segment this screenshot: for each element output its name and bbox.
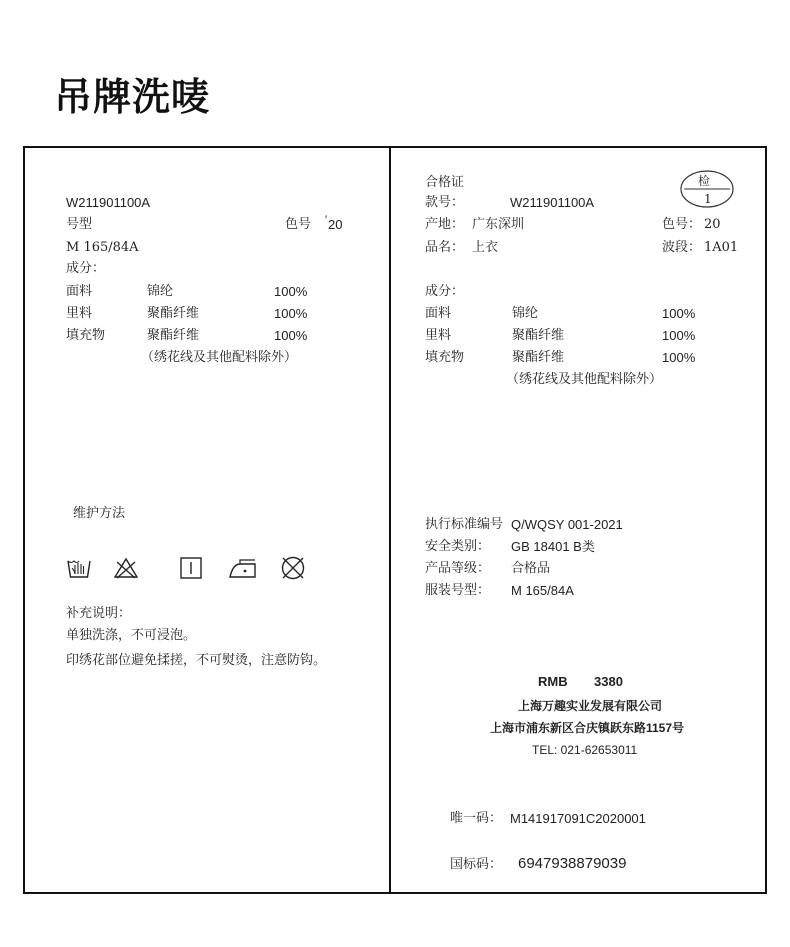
uid-label: 唯一码： xyxy=(450,811,503,826)
origin-value: 广东深圳 xyxy=(472,217,525,232)
tag-frame xyxy=(23,146,767,894)
left-color-label: 色号 xyxy=(285,217,312,232)
grade-label: 产品等级： xyxy=(425,561,491,576)
right-row-material: 聚酯纤维 xyxy=(512,350,565,365)
barcode-value: 6947938879039 xyxy=(518,855,627,872)
left-style-code: W211901100A xyxy=(66,195,151,210)
hand-wash-icon xyxy=(66,556,92,580)
left-size-label: 号型 xyxy=(66,217,93,232)
extra-line-1: 单独洗涤，不可浸泡。 xyxy=(66,628,197,643)
left-row-part: 面料 xyxy=(66,284,93,299)
left-row-material: 聚酯纤维 xyxy=(147,306,200,321)
barcode-label: 国标码： xyxy=(450,857,503,872)
extra-line-2: 印绣花部位避免揉搓，不可熨烫，注意防钩。 xyxy=(66,653,327,668)
left-row-material: 聚酯纤维 xyxy=(147,328,200,343)
left-row-percent: 100% xyxy=(274,306,308,321)
iron-low-icon xyxy=(228,558,258,580)
right-row-percent: 100% xyxy=(662,350,696,365)
style-value: W211901100A xyxy=(510,195,595,210)
left-row-material: 锦纶 xyxy=(147,284,174,299)
cert-title: 合格证 xyxy=(425,175,465,190)
right-row-percent: 100% xyxy=(662,328,696,343)
company-name: 上海万趣实业发展有限公司 xyxy=(518,699,663,713)
right-row-material: 锦纶 xyxy=(512,306,539,321)
band-value: 1A01 xyxy=(704,240,739,255)
grade-value: 合格品 xyxy=(511,561,551,576)
standard-label: 执行标准编号 xyxy=(425,517,504,532)
extra-title: 补充说明： xyxy=(66,606,132,621)
right-row-part: 面料 xyxy=(425,306,452,321)
left-size-value: M 165/84A xyxy=(66,240,139,255)
band-label: 波段： xyxy=(662,240,702,255)
standard-value: Q/WQSY 001-2021 xyxy=(511,517,623,532)
right-row-material: 聚酯纤维 xyxy=(512,328,565,343)
price-value: 3380 xyxy=(594,674,623,689)
right-row-percent: 100% xyxy=(662,306,696,321)
name-value: 上衣 xyxy=(472,240,499,255)
left-color-mark: ′ xyxy=(325,214,328,226)
origin-label: 产地： xyxy=(425,217,465,232)
line-dry-icon xyxy=(180,556,202,580)
garment-size-label: 服装号型： xyxy=(425,583,491,598)
garment-size-value: M 165/84A xyxy=(511,583,574,598)
left-row-part: 里料 xyxy=(66,306,93,321)
right-row-part: 填充物 xyxy=(425,350,465,365)
left-composition-note: （绣花线及其他配料除外） xyxy=(141,350,298,365)
price-currency: RMB xyxy=(538,674,568,689)
left-composition-label: 成分： xyxy=(66,261,106,276)
stamp-bottom-text: 1 xyxy=(704,192,712,206)
care-title: 维护方法 xyxy=(73,506,126,521)
no-bleach-icon xyxy=(113,556,139,580)
safety-value: GB 18401 B类 xyxy=(511,539,595,554)
company-address: 上海市浦东新区合庆镇跃东路1157号 xyxy=(490,721,685,735)
right-composition-note: （绣花线及其他配料除外） xyxy=(506,372,663,387)
safety-label: 安全类别： xyxy=(425,539,491,554)
page-title: 吊牌洗唛 xyxy=(54,75,211,119)
style-label: 款号： xyxy=(425,195,465,210)
uid-value: M141917091C2020001 xyxy=(510,811,646,826)
left-color-value: 20 xyxy=(328,217,343,232)
tag-divider xyxy=(389,146,391,894)
left-row-percent: 100% xyxy=(274,284,308,299)
name-label: 品名： xyxy=(425,240,465,255)
right-composition-label: 成分： xyxy=(425,284,465,299)
no-dry-clean-icon xyxy=(280,555,306,581)
right-color-label: 色号： xyxy=(662,217,702,232)
left-row-part: 填充物 xyxy=(66,328,106,343)
stamp-top-text: 检 xyxy=(698,174,711,188)
company-tel: TEL: 021-62653011 xyxy=(532,743,638,757)
left-row-percent: 100% xyxy=(274,328,308,343)
right-color-value: 20 xyxy=(704,217,721,232)
right-row-part: 里料 xyxy=(425,328,452,343)
